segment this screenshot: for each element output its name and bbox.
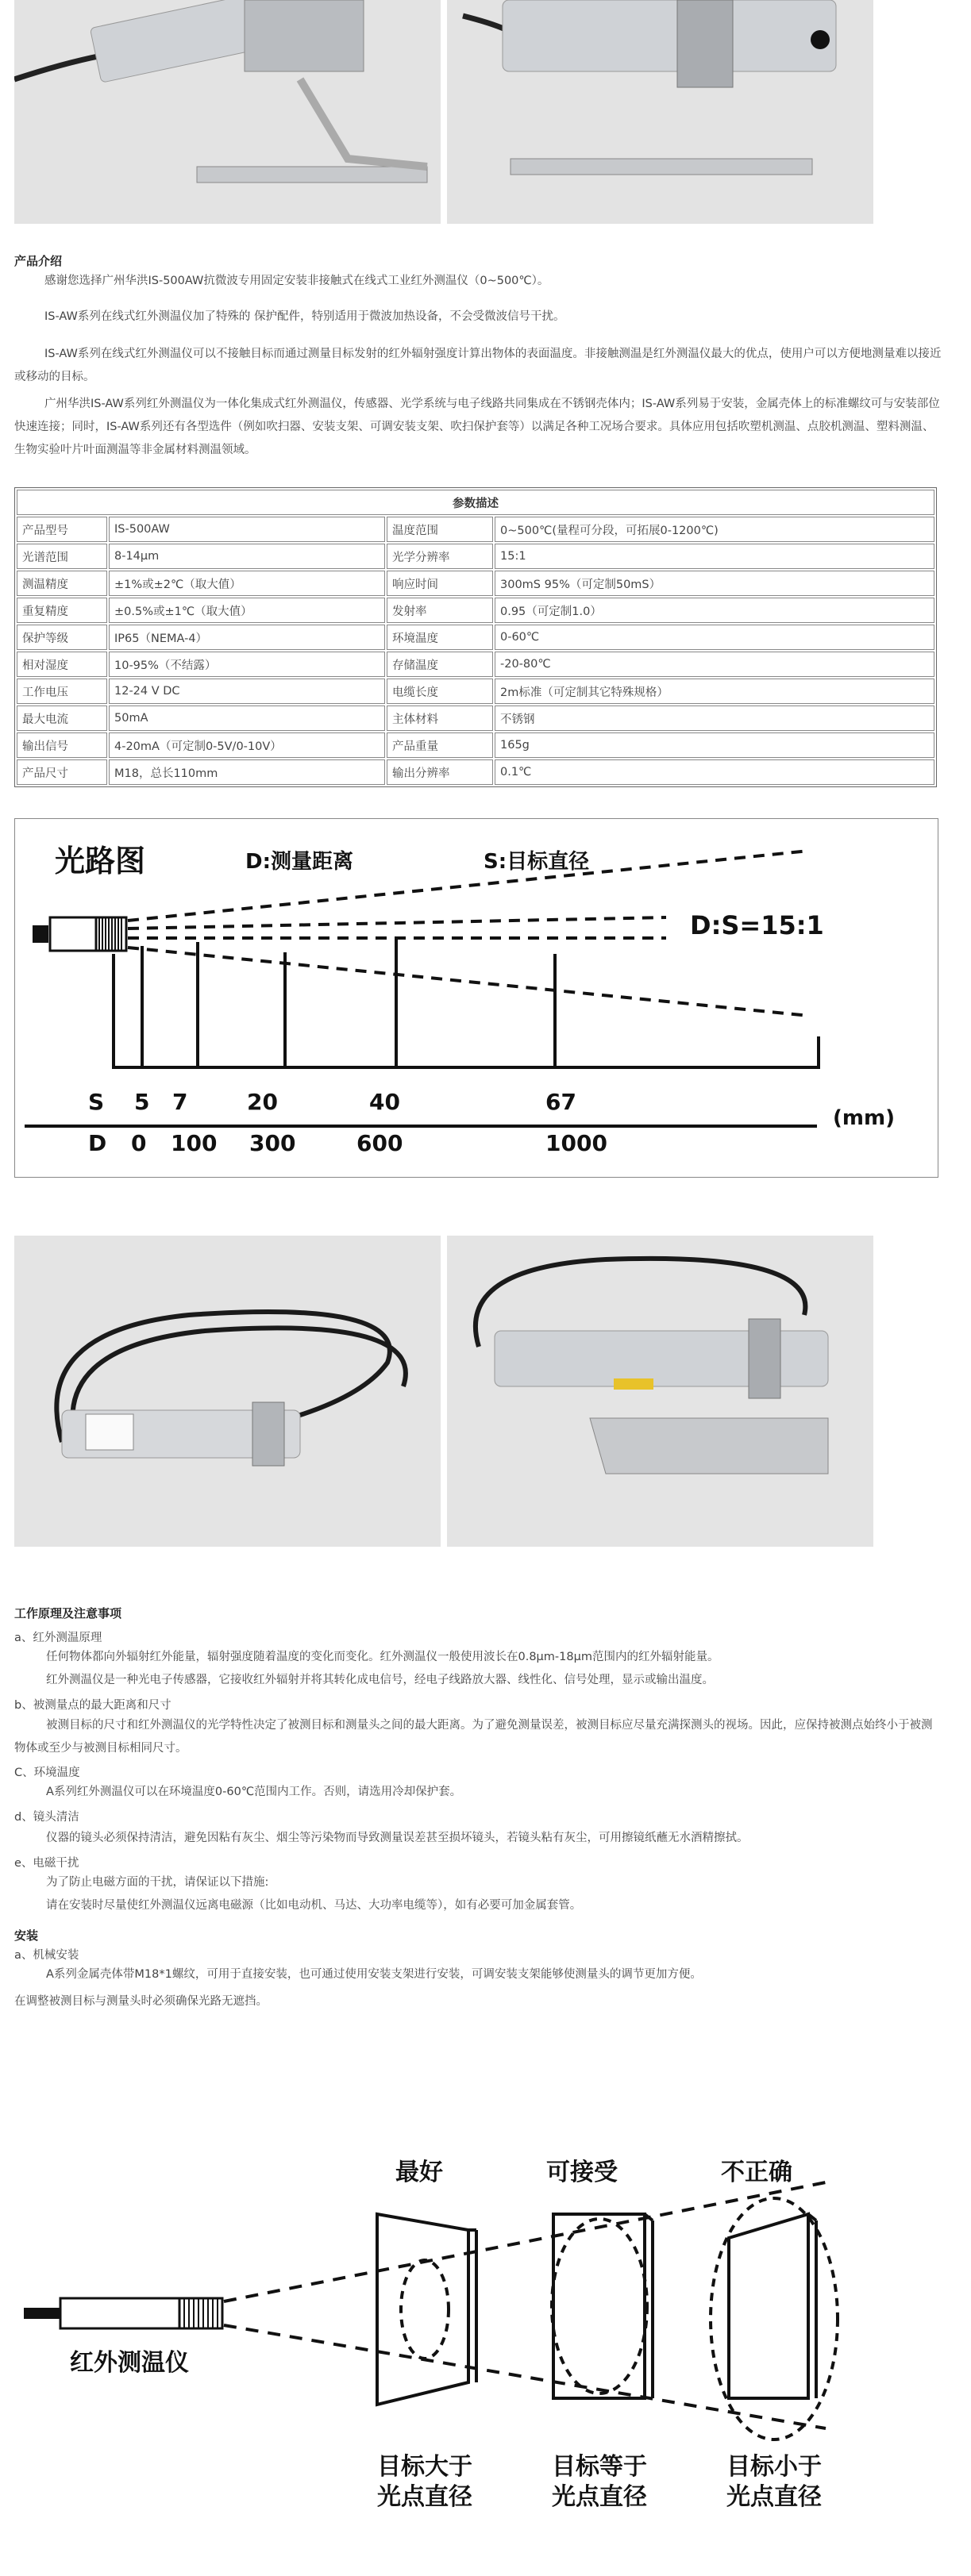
parameter-label: 电缆长度 <box>387 679 493 704</box>
parameter-value: 0.95（可定制1.0） <box>495 598 934 623</box>
parameter-value: 8-14μm <box>109 544 385 569</box>
sensor-side-view-image <box>447 0 873 224</box>
parameter-value: 12-24 V DC <box>109 679 385 704</box>
parameter-table <box>14 487 937 787</box>
optical-path-drawing <box>15 819 938 1177</box>
intro-paragraph-1: 感谢您选择广州华洪IS-500AW抗微波专用固定安装非接触式在线式工业红外测温仪（0~500℃）。 <box>44 275 549 287</box>
principle-c-title: C、环境温度 <box>14 1767 80 1779</box>
install-a-paragraph-2: 在调整被测目标与测量头时必须确保光路无遮挡。 <box>14 1995 268 2008</box>
parameter-value: 15:1 <box>495 544 934 569</box>
parameter-label: 保护等级 <box>17 625 107 650</box>
parameter-label: 重复精度 <box>17 598 107 623</box>
parameter-value: 0-60℃ <box>495 625 934 650</box>
principle-b-paragraph: 被测目标的尺寸和红外测温仪的光学特性决定了被测目标和测量头之间的最大距离。为了避免测量误差，被测目标应尽量充满探测头的视场。因此，应保持被测点始终小于被测物体或至少与被测目标相同尺寸。 <box>14 1719 933 1755</box>
target-best <box>377 2214 476 2405</box>
distance-legend: D:测量距离 <box>245 850 353 874</box>
parameter-label: 相对湿度 <box>17 652 107 677</box>
spot-size-value: 20 <box>247 1089 278 1115</box>
label-incorrect: 不正确 <box>721 2159 792 2186</box>
parameter-value: 50mA <box>109 706 385 731</box>
label-best: 最好 <box>395 2159 443 2186</box>
parameter-label: 产品型号 <box>17 517 107 542</box>
intro-paragraph-3: IS-AW系列在线式红外测温仪可以不接触目标而通过测量目标发射的红外辐射强度计算出物体的表面温度。非接触测温是红外测温仪最大的优点，使用户可以方便地测量难以接近或移动的目标。 <box>14 348 942 383</box>
parameter-value: ±0.5%或±1℃（取大值） <box>109 598 385 623</box>
parameter-value: 不锈钢 <box>495 706 934 731</box>
principle-a-title: a、红外测温原理 <box>14 1632 102 1644</box>
parameter-label: 发射率 <box>387 598 493 623</box>
parameter-label: 工作电压 <box>17 679 107 704</box>
sensor-with-cable-image <box>14 1236 441 1547</box>
parameter-row <box>17 625 934 650</box>
parameter-row <box>17 759 934 785</box>
product-photo-middle-left <box>14 1236 441 1547</box>
parameter-value: ±1%或±2℃（取大值） <box>109 571 385 596</box>
device-label: 红外测温仪 <box>70 2349 189 2377</box>
parameter-value: 0~500℃(量程可分段，可拓展0-1200℃) <box>495 517 934 542</box>
intro-paragraph-2: IS-AW系列在线式红外测温仪加了特殊的 保护配件，特别适用于微波加热设备，不会受微波信号干扰。 <box>44 310 565 323</box>
parameter-value: -20-80℃ <box>495 652 934 677</box>
principle-d-title: d、镜头清洁 <box>14 1811 79 1824</box>
sensor-with-bracket-image <box>14 0 441 224</box>
optical-diagram-title: 光路图 <box>55 844 146 879</box>
principle-a-paragraph-2: 红外测温仪是一种光电子传感器，它接收红外辐射并将其转化成电信号，经电子线路放大器、线性化、信号处理，显示或输出温度。 <box>46 1674 714 1686</box>
install-title: 安装 <box>14 1928 39 1943</box>
target-acceptable <box>552 2214 653 2398</box>
parameter-value: 2m标准（可定制其它特殊规格） <box>495 679 934 704</box>
distance-value: 0 <box>131 1130 147 1156</box>
target-incorrect <box>711 2198 838 2440</box>
product-photo-middle-right <box>447 1236 873 1547</box>
parameter-value: 165g <box>495 732 934 758</box>
install-a-paragraph-1: A系列金属壳体带M18*1螺纹，可用于直接安装，也可通过使用安装支架进行安装，可调安装支架能够使测量头的调节更加方便。 <box>46 1968 702 1981</box>
diameter-legend: S:目标直径 <box>484 850 590 874</box>
distance-row-label: D <box>88 1130 107 1156</box>
principle-a-paragraph-1: 任何物体都向外辐射红外能量，辐射强度随着温度的变化而变化。红外测温仪一般使用波长在0.8μm-18μm范围内的红外辐射能量。 <box>46 1651 719 1663</box>
parameter-value: IP65（NEMA-4） <box>109 625 385 650</box>
parameter-value: 10-95%（不结露） <box>109 652 385 677</box>
principle-e-title: e、电磁干扰 <box>14 1857 79 1870</box>
parameter-label: 输出分辨率 <box>387 759 493 785</box>
parameter-label: 产品重量 <box>387 732 493 758</box>
parameter-table-title: 参数描述 <box>17 490 934 515</box>
unit-label: (mm) <box>833 1106 895 1130</box>
parameter-label: 响应时间 <box>387 571 493 596</box>
caption-target-larger: 目标大于 光点直径 <box>377 2453 472 2511</box>
parameter-label: 产品尺寸 <box>17 759 107 785</box>
parameter-label: 最大电流 <box>17 706 107 731</box>
sensor-on-bracket-image <box>447 1236 873 1547</box>
principles-title: 工作原理及注意事项 <box>14 1606 122 1621</box>
install-a-title: a、机械安装 <box>14 1949 79 1962</box>
parameter-value: M18，总长110mm <box>109 759 385 785</box>
parameter-label: 温度范围 <box>387 517 493 542</box>
parameter-row <box>17 517 934 542</box>
parameter-label: 主体材料 <box>387 706 493 731</box>
product-photo-top-right <box>447 0 873 224</box>
parameter-row <box>17 706 934 731</box>
caption-target-equal: 目标等于 光点直径 <box>552 2453 647 2511</box>
parameter-label: 光学分辨率 <box>387 544 493 569</box>
parameter-row <box>17 598 934 623</box>
parameter-value: IS-500AW <box>109 517 385 542</box>
sensor-drawing <box>33 917 126 951</box>
parameter-row <box>17 732 934 758</box>
caption-target-smaller: 目标小于 光点直径 <box>726 2453 822 2511</box>
spot-size-value: 5 <box>134 1089 150 1115</box>
principle-d-paragraph: 仪器的镜头必须保持清洁，避免因粘有灰尘、烟尘等污染物而导致测量误差甚至损坏镜头，若镜头粘有灰尘，可用擦镜纸蘸无水酒精擦拭。 <box>46 1832 749 1844</box>
parameter-label: 环境温度 <box>387 625 493 650</box>
parameter-row <box>17 652 934 677</box>
optical-path-diagram <box>14 818 938 1178</box>
parameter-value: 300mS 95%（可定制50mS） <box>495 571 934 596</box>
parameter-label: 测温精度 <box>17 571 107 596</box>
parameter-value: 4-20mA（可定制0-5V/0-10V） <box>109 732 385 758</box>
distance-value: 1000 <box>545 1130 607 1156</box>
distance-value: 100 <box>171 1130 218 1156</box>
spot-size-value: 40 <box>369 1089 400 1115</box>
distance-value: 600 <box>356 1130 403 1156</box>
principle-c-paragraph: A系列红外测温仪可以在环境温度0-60℃范围内工作。否则，请选用冷却保护套。 <box>46 1786 462 1798</box>
distance-to-spot-ratio: D:S=15:1 <box>690 910 824 940</box>
parameter-label: 输出信号 <box>17 732 107 758</box>
principle-e-paragraph-1: 为了防止电磁方面的干扰，请保证以下措施: <box>46 1876 269 1889</box>
principle-e-paragraph-2: 请在安装时尽量使红外测温仪远离电磁源（比如电动机、马达、大功率电缆等），如有必要可加金属套管。 <box>46 1899 582 1912</box>
beam-lines <box>128 851 809 1016</box>
product-photo-top-left <box>14 0 441 224</box>
parameter-value: 0.1℃ <box>495 759 934 785</box>
principle-b-title: b、被测量点的最大距离和尺寸 <box>14 1699 171 1712</box>
target-size-diagram <box>0 2111 971 2555</box>
distance-value: 300 <box>249 1130 296 1156</box>
spot-size-value: 7 <box>172 1089 188 1115</box>
parameter-table-header <box>17 490 934 515</box>
label-acceptable: 可接受 <box>546 2159 618 2186</box>
intro-paragraph-4: 广州华洪IS-AW系列红外测温仪为一体化集成式红外测温仪，传感器、光学系统与电子线路共同集成在不锈钢壳体内；IS-AW系列易于安装，金属壳体上的标准螺纹可与安装部位快速连接；同时，IS-AW系列还有各型选件（例如吹扫器、安装支架、可调安装支架、吹扫保护套等）以满足各种工况场合要求。具体应用包括吹塑机测温、点胶机测温、塑料测温、生物实验叶片叶面测温等非金属材料测温领域。 <box>14 398 940 456</box>
parameter-row <box>17 544 934 569</box>
parameter-label: 存储温度 <box>387 652 493 677</box>
spot-row-label: S <box>88 1089 105 1115</box>
parameter-label: 光谱范围 <box>17 544 107 569</box>
parameter-row <box>17 571 934 596</box>
spot-size-value: 67 <box>545 1089 576 1115</box>
intro-title: 产品介绍 <box>14 254 63 268</box>
parameter-row <box>17 679 934 704</box>
